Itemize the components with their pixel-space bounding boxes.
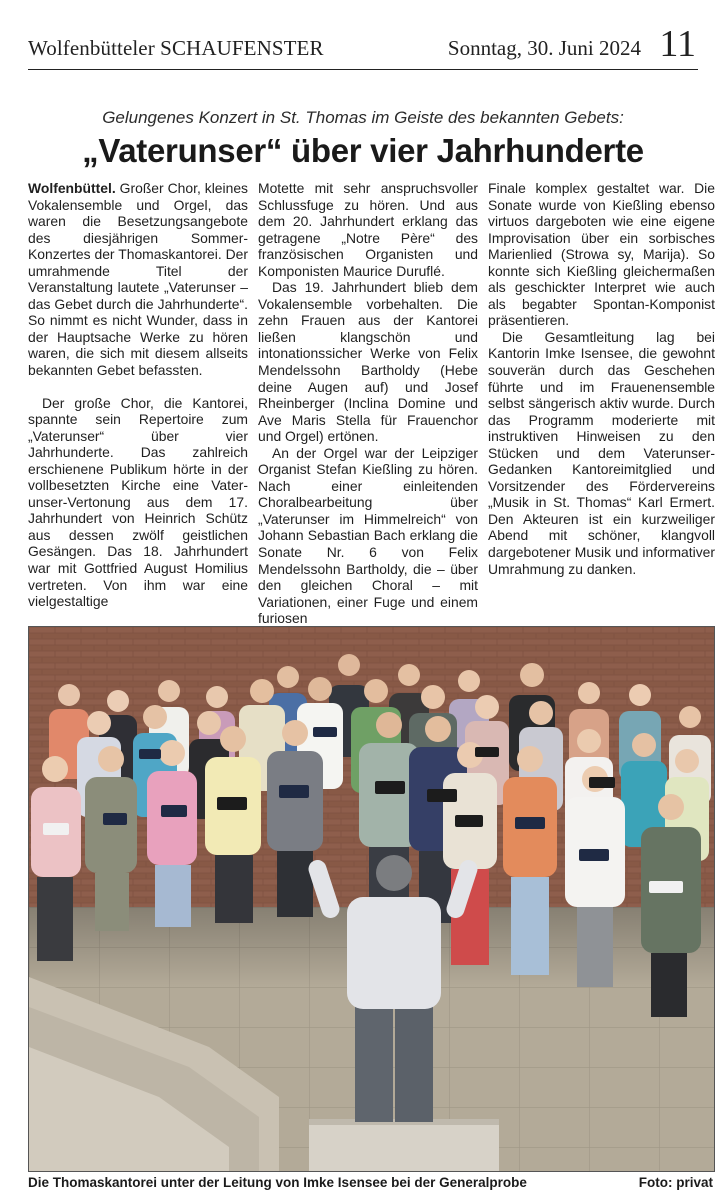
paragraph-text: Großer Chor, kleines Vokalensemble und Orgel, das waren die Besetzungsangebote des diesjährigen Sommer-Konzertes der Thomaskantorei. Der umrahmende Titel der Veranstaltung lautete „Vaterunser – das Gebet durch die Jahrhunderte“. So nimmt es nicht Wunder, dass in der Hauptsache Werke zu hören waren, die sich mit diesem allseits bekannten Gebet befassten. [28, 180, 248, 379]
article-paragraph: Der große Chor, die Kantorei, spannte sein Repertoire zum „Vaterunser“ über vier Jahrhunderte. Das zahlreich erschienene Publikum hörte in der vollbesetzten Kirche eine Vater-unser-Vertonung aus dem 17. Jahrhundert von Heinrich Schütz aus dessen zwölf geistlichen Gesängen. Das 18. Jahrhundert war mit Gottfried August Homilius vertreten. Von ihm war eine vielgestaltige [28, 394, 248, 610]
issue-date: Sonntag, 30. Juni 2024 [447, 36, 641, 60]
article-paragraph: Finale komplex gestaltet war. Die Sonate wurde von Kießling ebenso virtuos dargeboten wie eine eigene Improvisation über ein sorbisches Marienlied (Strowa sy, Marija). So konnte sich Kießling gleichermaßen als geschickter Interpret wie auch als begabter Spontan-Komponist präsentieren. [488, 180, 715, 329]
newspaper-name: Wolfenbütteler SCHAUFENSTER [28, 36, 324, 60]
masthead [28, 22, 698, 70]
article-headline: „Vaterunser“ über vier Jahrhunderte [82, 132, 644, 169]
article-paragraph: Das 19. Jahrhundert blieb dem Vokalensemble vorbehalten. Die zehn Frauen aus der Kantorei ließen klangschön und intonationssicher Werke von Felix Mendelssohn Bartholdy (Hebe deine Augen auf) und Josef Rheinberger (Inclina Domine und Ave Maris Stella für Frauenchor und Orgel) ertönen. [258, 279, 478, 445]
article-column-2 [258, 180, 478, 627]
article-column-3 [488, 180, 715, 577]
photo-credit: Foto: privat [638, 1175, 713, 1190]
article-column-1 [28, 180, 248, 610]
article-paragraph [28, 180, 248, 379]
choir-photo [28, 626, 715, 1172]
photo-caption: Die Thomaskantorei unter der Leitung von Imke Isensee bei der Generalprobe [28, 1175, 527, 1190]
article-paragraph: Die Gesamtleitung lag bei Kantorin Imke Isensee, die gewohnt souverän durch das Geschehen führte und im Frauenensemble selbst sängerisch aktiv wurde. Durch das Programm moderierte mit instruktiven Hinweisen zu den Stücken und dem Vaterunser-Gedanken Kantoreimitglied und Vorsitzender des Fördervereins „Musik in St. Thomas“ Karl Ermert. Den Akteuren ist ein kurzweiliger Abend mit schöner, klangvoll dargebotener Musik und informativer Umrahmung zu danken. [488, 328, 715, 577]
article-paragraph: Motette mit sehr anspruchsvoller Schlussfuge zu hören. Und aus dem 20. Jahrhundert erklang das getragene „Notre Père“ des französischen Organisten und Komponisten Maurice Duruflé. [258, 180, 478, 279]
article-paragraph: An der Orgel war der Leipziger Organist Stefan Kießling zu hören. Nach einer einleitenden Choralbearbeitung über „Vaterunser im Himmelreich“ von Johann Sebastian Bach erklang die Sonate Nr. 6 von Felix Mendelssohn Bartholdy, die – über den gleichen Choral – mit Variationen, einer Fuge und einem furiosen [258, 444, 478, 627]
article-kicker: Gelungenes Konzert in St. Thomas im Geiste des bekannten Gebets: [102, 108, 624, 127]
page-number: 11 [659, 23, 696, 65]
choir-photo-illustration [29, 627, 715, 1172]
dateline: Wolfenbüttel. [28, 180, 116, 196]
